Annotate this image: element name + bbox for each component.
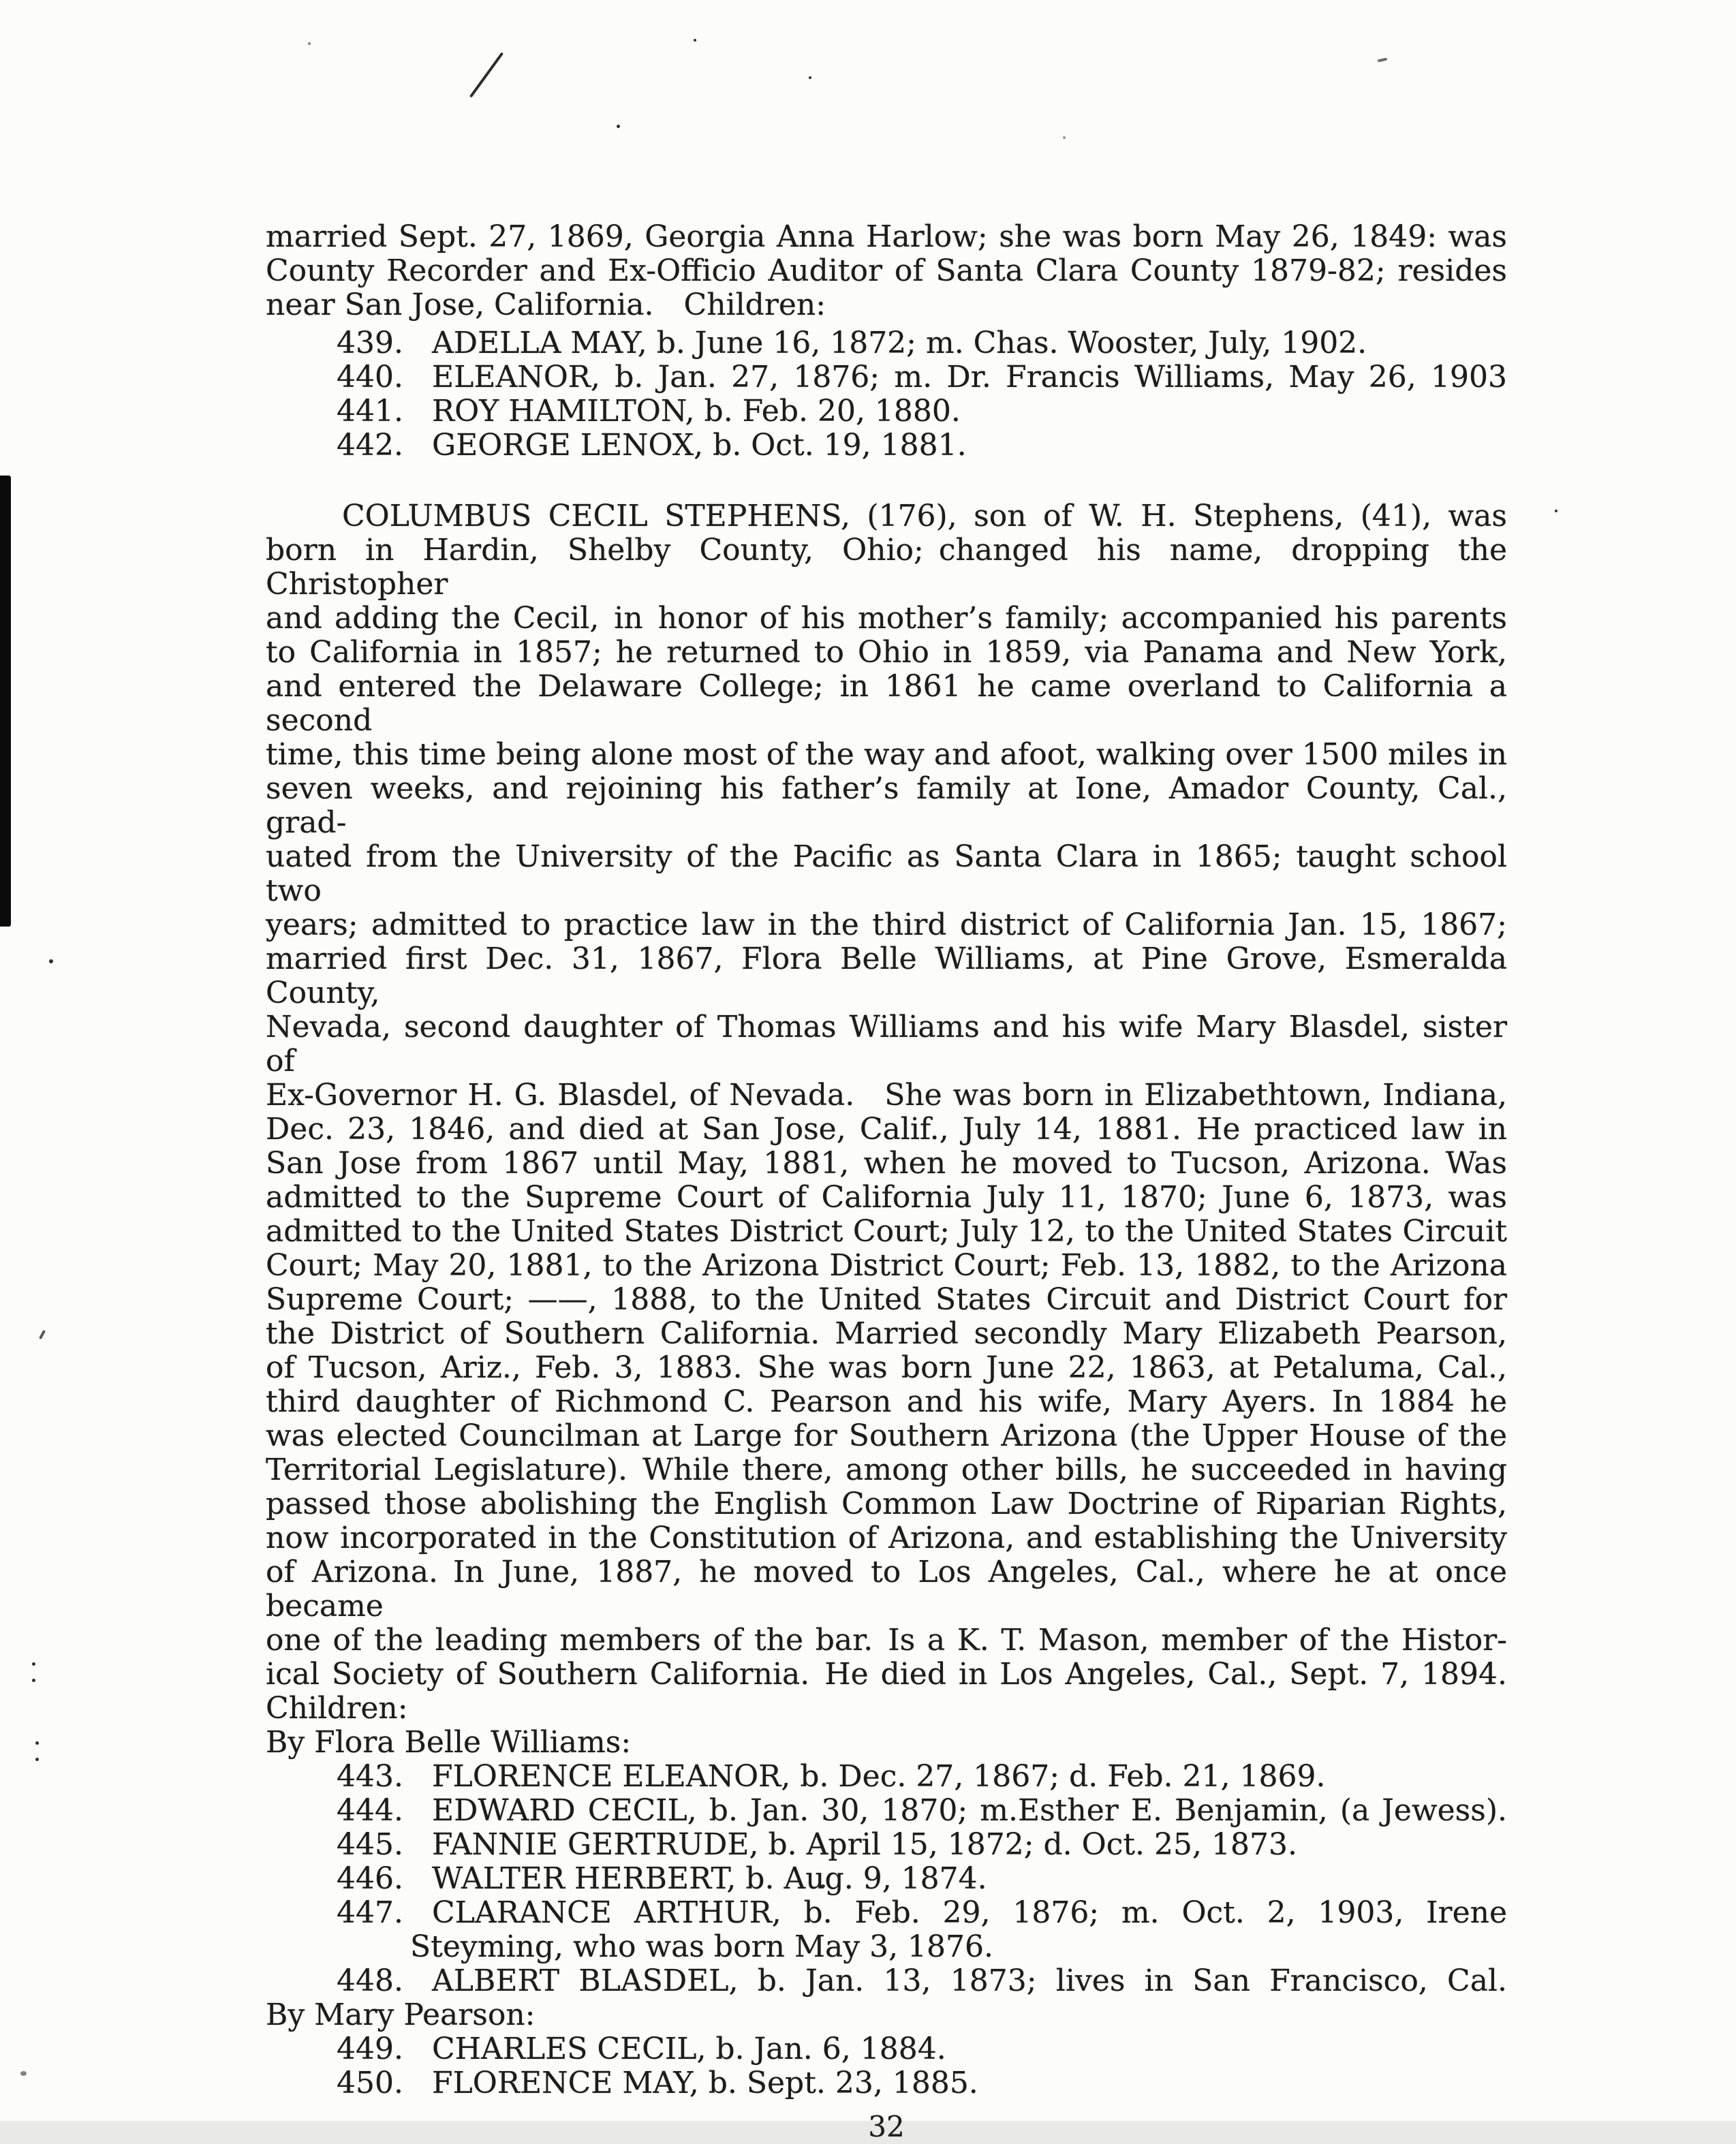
text-line: and entered the Delaware College; in 1861 he came overland to California a second	[266, 669, 1507, 738]
text-line: admitted to the Supreme Court of California July 11, 1870; June 6, 1873, was	[266, 1180, 1507, 1215]
text-line: Nevada, second daughter of Thomas Williams and his wife Mary Blasdel, sister of	[266, 1010, 1507, 1078]
pen-slash-mark	[469, 52, 503, 97]
section-label-second-wife: By Mary Pearson:	[266, 1998, 536, 2032]
text-line: uated from the University of the Pacific as Santa Clara in 1865; taught school two	[266, 839, 1507, 908]
entry-number: 446.	[337, 1861, 403, 1896]
child-entry	[266, 1862, 1507, 1896]
text-line: now incorporated in the Constitution of Arizona, and establishing the University	[266, 1521, 1507, 1555]
entry-number: 439.	[337, 326, 403, 360]
text-line: County Recorder and Ex-Officio Auditor of Santa Clara County 1879-82; resides	[266, 253, 1507, 288]
text-line: time, this time being alone most of the way and afoot, walking over 1500 miles in	[266, 737, 1507, 772]
text-line: the District of Southern California. Married secondly Mary Elizabeth Pearson,	[266, 1316, 1507, 1351]
text-line: married Sept. 27, 1869, Georgia Anna Harlow; she was born May 26, 1849: was	[266, 219, 1507, 254]
text-line: Dec. 23, 1846, and died at San Jose, Calif., July 14, 1881. He practiced law in	[266, 1112, 1507, 1147]
children-list-flora	[266, 1760, 1507, 1998]
main-paragraph	[266, 499, 1507, 1726]
child-entry	[266, 326, 1507, 360]
entry-text: ALBERT BLASDEL, b. Jan. 13, 1873; lives in San Francisco, Cal.	[432, 1963, 1507, 1998]
entry-number: 442.	[337, 428, 403, 463]
text-line: San Jose from 1867 until May, 1881, when he moved to Tucson, Arizona. Was	[266, 1146, 1507, 1181]
scan-speck	[1063, 136, 1066, 139]
intro-paragraph	[266, 220, 1507, 322]
scan-speck	[32, 1679, 35, 1682]
entry-number: 450.	[337, 2066, 403, 2100]
entry-number: 441.	[337, 394, 403, 429]
entry-text: EDWARD CECIL, b. Jan. 30, 1870; m.Esther E. Benjamin, (a Jewess).	[432, 1793, 1507, 1828]
text-line: of Arizona. In June, 1887, he moved to Los Angeles, Cal., where he at once became	[266, 1555, 1507, 1623]
child-entry	[266, 1964, 1507, 1998]
text-line: COLUMBUS CECIL STEPHENS, (176), son of W. H. Stephens, (41), was	[342, 499, 1507, 533]
child-entry-continuation: Steyming, who was born May 3, 1876.	[410, 1929, 994, 1964]
text-line: Court; May 20, 1881, to the Arizona District Court; Feb. 13, 1882, to the Arizona	[266, 1248, 1507, 1283]
text-line: passed those abolishing the English Common Law Doctrine of Riparian Rights,	[266, 1487, 1507, 1521]
text-line: Territorial Legislature). While there, among other bills, he succeeded in having	[266, 1452, 1507, 1487]
entry-text: ELEANOR, b. Jan. 27, 1876; m. Dr. Francis Williams, May 26, 1903	[432, 360, 1507, 394]
scan-speck	[35, 1758, 39, 1761]
scan-speck	[1378, 58, 1388, 63]
entry-number: 443.	[337, 1759, 403, 1794]
entry-number: 448.	[337, 1963, 403, 1998]
entry-number: 440.	[337, 360, 403, 394]
text-line: admitted to the United States District Court; July 12, to the United States Circuit	[266, 1214, 1507, 1249]
entry-number: 445.	[337, 1827, 403, 1862]
children-label: Children:	[266, 1691, 408, 1726]
text-line: near San Jose, California. Children:	[266, 288, 826, 322]
entry-text: WALTER HERBERT, b. Aug. 9, 1874.	[432, 1861, 987, 1896]
scan-speck	[809, 76, 811, 79]
child-entry	[266, 1794, 1507, 1828]
page-number: 32	[868, 2110, 905, 2143]
scan-speck	[308, 42, 311, 45]
text-line: married first Dec. 31, 1867, Flora Belle Williams, at Pine Grove, Esmeralda County,	[266, 942, 1507, 1010]
entry-text: GEORGE LENOX, b. Oct. 19, 1881.	[432, 428, 967, 463]
scan-speck	[35, 1741, 39, 1745]
text-line: seven weeks, and rejoining his father’s family at Ione, Amador County, Cal., grad-	[266, 771, 1507, 840]
scan-speck	[694, 39, 696, 42]
scan-speck	[49, 959, 53, 963]
child-entry	[266, 1760, 1507, 1794]
scan-speck	[39, 1330, 46, 1339]
scan-speck	[617, 125, 620, 128]
children-list-mary	[266, 2032, 1507, 2100]
child-entry	[266, 1828, 1507, 1862]
entry-number: 449.	[337, 2032, 403, 2066]
entry-text: CHARLES CECIL, b. Jan. 6, 1884.	[432, 2032, 946, 2066]
entry-text: ADELLA MAY, b. June 16, 1872; m. Chas. Wooster, July, 1902.	[432, 326, 1367, 360]
child-entry	[266, 429, 1507, 463]
scan-artifact-bar	[0, 476, 11, 927]
entry-text: FANNIE GERTRUDE, b. April 15, 1872; d. Oct. 25, 1873.	[432, 1827, 1297, 1862]
section-label-first-wife: By Flora Belle Williams:	[266, 1725, 632, 1760]
text-line: years; admitted to practice law in the third district of California Jan. 15, 1867;	[266, 907, 1507, 942]
text-line: to California in 1857; he returned to Ohio in 1859, via Panama and New York,	[266, 635, 1507, 670]
text-block	[266, 220, 1507, 2144]
child-entry	[266, 2066, 1507, 2100]
text-line: and adding the Cecil, in honor of his mother’s family; accompanied his parents	[266, 601, 1507, 636]
entry-text: CLARANCE ARTHUR, b. Feb. 29, 1876; m. Oct. 2, 1903, Irene	[432, 1895, 1507, 1930]
text-line: Supreme Court; ——, 1888, to the United States Circuit and District Court for	[266, 1282, 1507, 1317]
entry-number: 444.	[337, 1793, 403, 1828]
entry-text: FLORENCE MAY, b. Sept. 23, 1885.	[432, 2066, 978, 2100]
scan-speck	[32, 1662, 35, 1666]
child-entry	[266, 394, 1507, 429]
child-entry	[266, 2032, 1507, 2066]
scan-speck	[1555, 510, 1557, 512]
entry-number: 447.	[337, 1895, 403, 1930]
child-entry	[266, 1896, 1507, 1930]
text-line: of Tucson, Ariz., Feb. 3, 1883. She was born June 22, 1863, at Petaluma, Cal.,	[266, 1350, 1507, 1385]
child-entry	[266, 360, 1507, 394]
text-line: Ex-Governor H. G. Blasdel, of Nevada. She was born in Elizabethtown, Indiana,	[266, 1078, 1507, 1113]
text-line: one of the leading members of the bar. Is a K. T. Mason, member of the Histor-	[266, 1623, 1507, 1658]
text-line: was elected Councilman at Large for Southern Arizona (the Upper House of the	[266, 1418, 1507, 1453]
text-line: born in Hardin, Shelby County, Ohio; changed his name, dropping the Christopher	[266, 533, 1507, 602]
children-list-first-group	[266, 326, 1507, 463]
text-line: ical Society of Southern California. He died in Los Angeles, Cal., Sept. 7, 1894.	[266, 1657, 1507, 1692]
entry-text: ROY HAMILTON, b. Feb. 20, 1880.	[432, 394, 961, 429]
text-line: third daughter of Richmond C. Pearson and his wife, Mary Ayers. In 1884 he	[266, 1384, 1507, 1419]
entry-text: FLORENCE ELEANOR, b. Dec. 27, 1867; d. Feb. 21, 1869.	[432, 1759, 1326, 1794]
scan-speck	[20, 2071, 27, 2076]
